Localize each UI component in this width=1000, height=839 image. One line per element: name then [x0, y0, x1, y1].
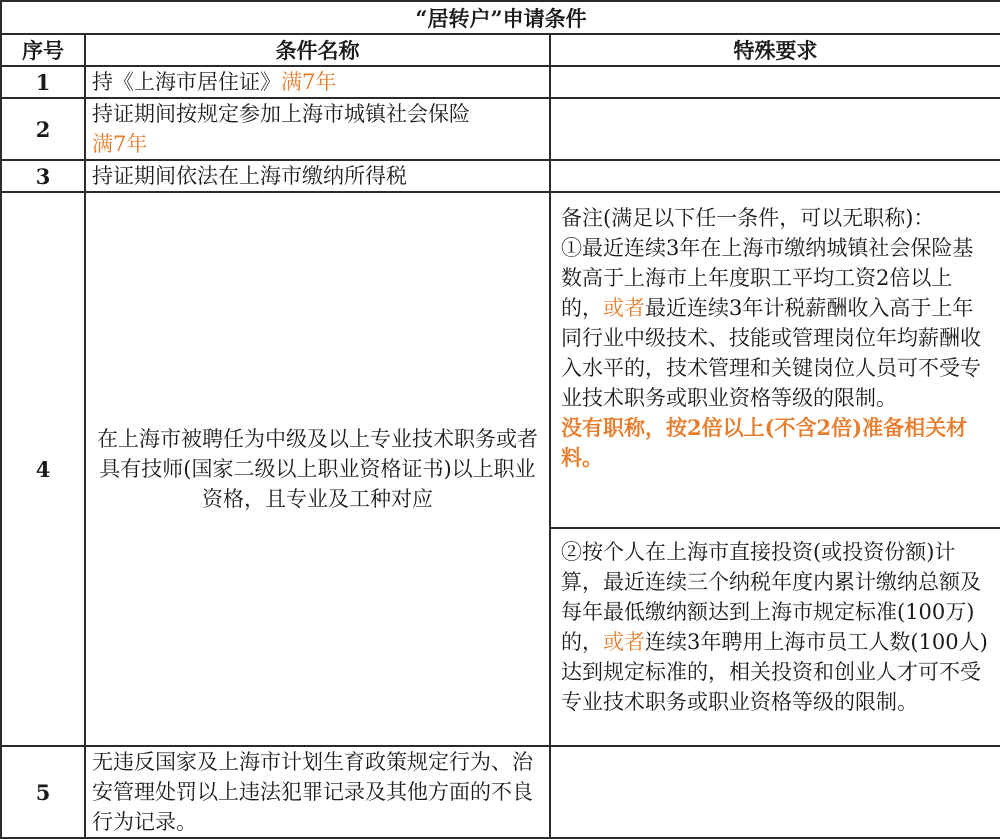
requirement-cell	[550, 192, 1000, 528]
requirement-option-2	[561, 537, 992, 717]
row-number: 4	[1, 192, 85, 746]
or-keyword: 或者	[603, 630, 645, 654]
header-requirement: 特殊要求	[550, 34, 1000, 66]
table-row	[1, 746, 1000, 838]
or-keyword: 或者	[603, 296, 645, 320]
condition-cell	[85, 66, 550, 98]
requirement-text: ①最近连续3年在上海市缴纳城镇社会保险基数高于上海市上年度职工平均工资2倍以上的，	[561, 236, 974, 320]
requirement-cell	[550, 746, 1000, 838]
row-number: 3	[1, 160, 85, 192]
table-row	[1, 66, 1000, 98]
requirement-cell	[550, 528, 1000, 746]
condition-text: 持证期间按规定参加上海市城镇社会保险	[92, 102, 470, 126]
condition-cell: 在上海市被聘任为中级及以上专业技术职务或者具有技师(国家二级以上职业资格证书)以上职业资格，且专业及工种对应	[85, 192, 550, 746]
requirement-cell	[550, 160, 1000, 192]
header-no: 序号	[1, 34, 85, 66]
requirement-cell	[550, 98, 1000, 160]
row-number: 1	[1, 66, 85, 98]
table-row	[1, 160, 1000, 192]
table-row	[1, 98, 1000, 160]
condition-highlight: 满7年	[92, 132, 148, 156]
condition-highlight: 满7年	[281, 70, 337, 94]
condition-text: 持《上海市居住证》	[92, 70, 281, 94]
condition-cell: 无违反国家及上海市计划生育政策规定行为、治安管理处罚以上违法犯罪记录及其他方面的不良行为记录。	[85, 746, 550, 838]
requirement-text: 最近连续3年计税薪酬收入高于上年同行业中级技术、技能或管理岗位年均薪酬收入水平的，技术管理和关键岗位人员可不受专业技术职务或职业资格等级的限制。	[561, 296, 981, 410]
requirement-cell	[550, 66, 1000, 98]
condition-cell	[85, 98, 550, 160]
table-row	[1, 192, 1000, 528]
row-number: 2	[1, 98, 85, 160]
condition-cell: 持证期间依法在上海市缴纳所得税	[85, 160, 550, 192]
requirement-highlight: 没有职称，按2倍以上(不含2倍)准备相关材料。	[561, 415, 968, 470]
row-number: 5	[1, 746, 85, 838]
requirement-note: 备注(满足以下任一条件，可以无职称)：	[561, 206, 935, 230]
table-title: “居转户”申请条件	[1, 1, 1000, 34]
requirement-text: ②按个人在上海市直接投资(或投资份额)计算，最近连续三个纳税年度内累计缴纳总额及每年最低缴纳额达到上海市规定标准(100万)的，	[561, 540, 981, 654]
header-condition: 条件名称	[85, 34, 550, 66]
requirement-option-1	[561, 233, 992, 413]
requirement-text: 连续3年聘用上海市员工人数(100人)达到规定标准的，相关投资和创业人才可不受专业技术职务或职业资格等级的限制。	[561, 630, 988, 714]
